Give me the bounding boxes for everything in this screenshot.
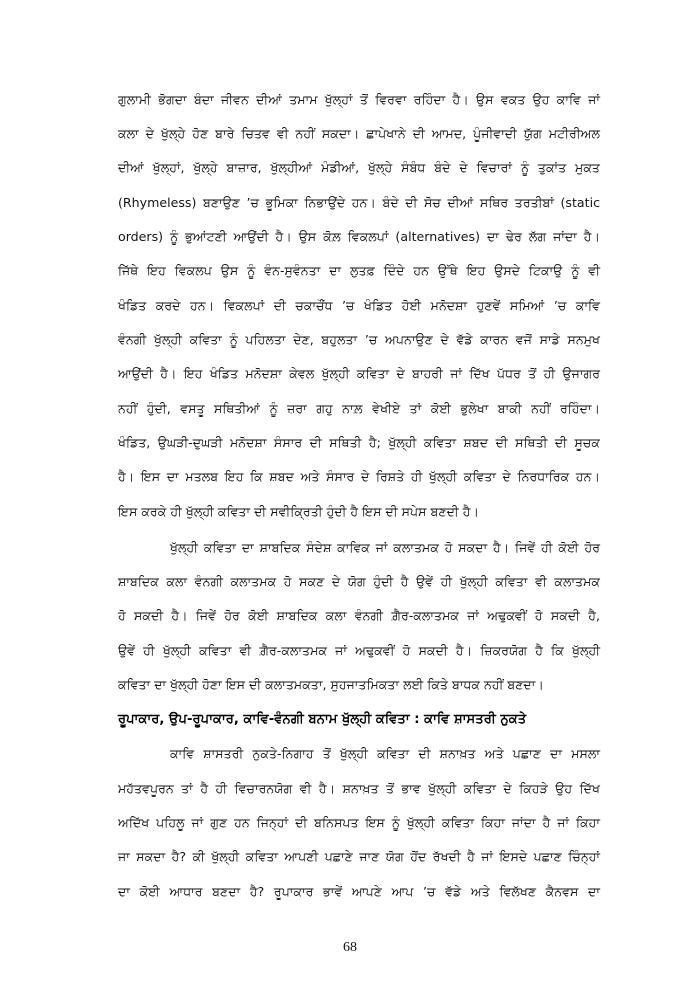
paragraph-1-line-6: ਜਿੱਥੇ ਇਹ ਵਿਕਲਪ ਉਸ ਨੂੰ ਵੰਨ-ਸੁਵੰਨਤਾ ਦਾ ਲੁਤਫ਼ ਦਿੰਦੇ ਹਨ ਉੱਥੇ ਇਹ ਉਸਦੇ ਟਿਕਾਉ ਨੂੰ ਵੀ — [118, 263, 600, 278]
paragraph-2-line-4: ਉਵੇਂ ਹੀ ਖੁੱਲ੍ਹੀ ਕਵਿਤਾ ਵੀ ਗ਼ੈਰ-ਕਲਾਤਮਕ ਜਾਂ ਅਢੁਕਵੀਂ ਹੋ ਸਕਦੀ ਹੈ। ਜ਼ਿਕਰਯੋਗ ਹੈ ਕਿ ਖੁੱਲ੍ਹੀ — [118, 643, 600, 658]
paragraph-3-line-3: ਅਦਿੱਖ ਪਹਿਲੂ ਜਾਂ ਗੁਣ ਹਨ ਜਿਨ੍ਹਾਂ ਦੀ ਬਨਿਸਪਤ ਇਸ ਨੂੰ ਖੁੱਲ੍ਹੀ ਕਵਿਤਾ ਕਿਹਾ ਜਾਂਦਾ ਹੈ ਜਾਂ ਕਿਹਾ — [118, 815, 600, 830]
paragraph-2-line-2: ਸ਼ਾਬਦਿਕ ਕਲਾ ਵੰਨਗੀ ਕਲਾਤਮਕ ਹੋ ਸਕਣ ਦੇ ਯੋਗ ਹੁੰਦੀ ਹੈ ਉਵੇਂ ਹੀ ਖੁੱਲ੍ਹੀ ਕਵਿਤਾ ਵੀ ਕਲਾਤਮਕ — [118, 574, 600, 589]
paragraph-3-line-5: ਦਾ ਕੋਈ ਆਧਾਰ ਬਣਦਾ ਹੈ? ਰੂਪਾਕਾਰ ਭਾਵੇਂ ਆਪਣੇ ਆਪ ’ਚ ਵੱਡੇ ਅਤੇ ਵਿਲੱਖਣ ਕੈਨਵਸ ਦਾ — [118, 884, 600, 899]
paragraph-2-line-5: ਕਵਿਤਾ ਦਾ ਖੁੱਲ੍ਹੀ ਹੋਣਾ ਇਸ ਦੀ ਕਲਾਤਮਕਤਾ, ਸੁਹਜਾਤਮਿਕਤਾ ਲਈ ਕਿਤੇ ਬਾਧਕ ਨਹੀਂ ਬਣਦਾ। — [118, 677, 544, 692]
paragraph-1-line-11: ਖੰਡਿਤ, ਉਘੜੀ-ਦੁਘੜੀ ਮਨੋਦਸ਼ਾ ਸੰਸਾਰ ਦੀ ਸਥਿਤੀ ਹੈ; ਖੁੱਲ੍ਹੀ ਕਵਿਤਾ ਸ਼ਬਦ ਦੀ ਸਥਿਤੀ ਦੀ ਸੂਚਕ — [118, 435, 600, 450]
paragraph-1-line-4: (Rhymeless) ਬਣਾਉਣ ’ਚ ਭੂਮਿਕਾ ਨਿਭਾਉਂਦੇ ਹਨ। ਬੰਦੇ ਦੀ ਸੋਚ ਦੀਆਂ ਸਥਿਰ ਤਰਤੀਬਾਂ (static — [118, 195, 600, 210]
paragraph-1-line-8: ਵੰਨਗੀ ਖੁੱਲ੍ਹੀ ਕਵਿਤਾ ਨੂੰ ਪਹਿਲਤਾ ਦੇਣ, ਬਹੁਲਤਾ ’ਚ ਅਪਨਾਉਣ ਦੇ ਵੱਡੇ ਕਾਰਨ ਵਜੋਂ ਸਾਡੇ ਸਨਮੁਖ — [118, 332, 600, 347]
section-heading: ਰੂਪਾਕਾਰ, ਉਪ-ਰੂਪਾਕਾਰ, ਕਾਵਿ-ਵੰਨਗੀ ਬਨਾਮ ਖੁੱਲ੍ਹੀ ਕਵਿਤਾ : ਕਾਵਿ ਸ਼ਾਸਤਰੀ ਨੁਕਤੇ — [118, 712, 527, 727]
paragraph-1-line-2: ਕਲਾ ਦੇ ਖੁੱਲ੍ਹੇ ਹੋਣ ਬਾਰੇ ਚਿਤਵ ਵੀ ਨਹੀਂ ਸਕਦਾ। ਛਾਪੇਖਾਨੇ ਦੀ ਆਮਦ, ਪੂੰਜੀਵਾਦੀ ਯੁੱਗ ਮਟੀਰੀਅਲ — [118, 126, 600, 141]
paragraph-3-line-1: ਕਾਵਿ ਸ਼ਾਸਤਰੀ ਨੁਕਤੇ-ਨਿਗਾਹ ਤੋਂ ਖੁੱਲ੍ਹੀ ਕਵਿਤਾ ਦੀ ਸ਼ਨਾਖ਼ਤ ਅਤੇ ਪਛਾਣ ਦਾ ਮਸਲਾ — [170, 746, 600, 761]
paragraph-1-line-7: ਖੰਡਿਤ ਕਰਦੇ ਹਨ। ਵਿਕਲਪਾਂ ਦੀ ਚਕਾਚੌਂਧ ’ਚ ਖੰਡਿਤ ਹੋਈ ਮਨੋਦਸ਼ਾ ਹੁਣਵੇਂ ਸਮਿਆਂ ’ਚ ਕਾਵਿ — [118, 298, 600, 313]
paragraph-1-line-13: ਇਸ ਕਰਕੇ ਹੀ ਖੁੱਲ੍ਹੀ ਕਵਿਤਾ ਦੀ ਸਵੀਕ੍ਰਿਤੀ ਹੁੰਦੀ ਹੈ ਇਸ ਦੀ ਸਪੇਸ ਬਣਦੀ ਹੈ। — [118, 504, 479, 519]
paragraph-1-line-3: ਦੀਆਂ ਖੁੱਲ੍ਹਾਂ, ਖੁੱਲ੍ਹੇ ਬਾਜ਼ਾਰ, ਖੁੱਲ੍ਹੀਆਂ ਮੰਡੀਆਂ, ਖੁੱਲ੍ਹੇ ਸੰਬੰਧ ਬੰਦੇ ਦੇ ਵਿਚਾਰਾਂ ਨੂੰ ਤੁਕਾਂਤ ਮੁਕਤ — [118, 160, 600, 175]
paragraph-1-line-9: ਆਉਂਦੀ ਹੈ। ਇਹ ਖੰਡਿਤ ਮਨੋਦਸ਼ਾ ਕੇਵਲ ਖੁੱਲ੍ਹੀ ਕਵਿਤਾ ਦੇ ਬਾਹਰੀ ਜਾਂ ਦਿੱਖ ਪੱਧਰ ਤੋਂ ਹੀ ਉਜਾਗਰ — [118, 366, 600, 381]
paragraph-1-line-5: orders) ਨੂੰ ਭੁਆਂਟਣੀ ਆਉਂਦੀ ਹੈ। ਉਸ ਕੋਲ਼ ਵਿਕਲਪਾਂ (alternatives) ਦਾ ਢੇਰ ਲੱਗ ਜਾਂਦਾ ਹੈ। — [118, 229, 600, 244]
paragraph-3-line-4: ਜਾ ਸਕਦਾ ਹੈ? ਕੀ ਖੁੱਲ੍ਹੀ ਕਵਿਤਾ ਆਪਣੀ ਪਛਾਣੇ ਜਾਣ ਯੋਗ ਹੋਂਦ ਰੱਖਦੀ ਹੈ ਜਾਂ ਇਸਦੇ ਪਛਾਣ ਚਿੰਨ੍ਹਾਂ — [118, 849, 600, 864]
page-number: 68 — [343, 940, 357, 955]
paragraph-1-line-12: ਹੈ। ਇਸ ਦਾ ਮਤਲਬ ਇਹ ਕਿ ਸ਼ਬਦ ਅਤੇ ਸੰਸਾਰ ਦੇ ਰਿਸ਼ਤੇ ਹੀ ਖੁੱਲ੍ਹੀ ਕਵਿਤਾ ਦੇ ਨਿਰਧਾਰਿਕ ਹਨ। — [118, 469, 600, 484]
paragraph-3-line-2: ਮਹੱਤਵਪੂਰਨ ਤਾਂ ਹੈ ਹੀ ਵਿਚਾਰਨਯੋਗ ਵੀ ਹੈ। ਸ਼ਨਾਖ਼ਤ ਤੋਂ ਭਾਵ ਖੁੱਲ੍ਹੀ ਕਵਿਤਾ ਦੇ ਕਿਹੜੇ ਉਹ ਦਿੱਖ — [118, 781, 600, 796]
paragraph-1-line-10: ਨਹੀਂ ਹੁੰਦੀ, ਵਸਤੂ ਸਥਿਤੀਆਂ ਨੂੰ ਜ਼ਰਾ ਗਹੁ ਨਾਲ਼ ਵੇਖੀਏ ਤਾਂ ਕੋਈ ਭੁਲੇਖਾ ਬਾਕੀ ਨਹੀਂ ਰਹਿੰਦਾ। — [118, 401, 600, 416]
paragraph-2-line-3: ਹੋ ਸਕਦੀ ਹੈ। ਜਿਵੇਂ ਹੋਰ ਕੋਈ ਸ਼ਾਬਦਿਕ ਕਲਾ ਵੰਨਗੀ ਗ਼ੈਰ-ਕਲਾਤਮਕ ਜਾਂ ਅਢੁਕਵੀਂ ਹੋ ਸਕਦੀ ਹੈ, — [118, 608, 600, 623]
paragraph-2-line-1: ਖੁੱਲ੍ਹੀ ਕਵਿਤਾ ਦਾ ਸ਼ਾਬਦਿਕ ਸੰਦੇਸ਼ ਕਾਵਿਕ ਜਾਂ ਕਲਾਤਮਕ ਹੋ ਸਕਦਾ ਹੈ। ਜਿਵੇਂ ਹੀ ਕੋਈ ਹੋਰ — [170, 540, 600, 555]
paragraph-1-line-1: ਗੁਲਾਮੀ ਭੋਗਦਾ ਬੰਦਾ ਜੀਵਨ ਦੀਆਂ ਤਮਾਮ ਖੁੱਲ੍ਹਾਂ ਤੋਂ ਵਿਰਵਾ ਰਹਿੰਦਾ ਹੈ। ਉਸ ਵਕਤ ਉਹ ਕਾਵਿ ਜਾਂ — [118, 92, 600, 107]
